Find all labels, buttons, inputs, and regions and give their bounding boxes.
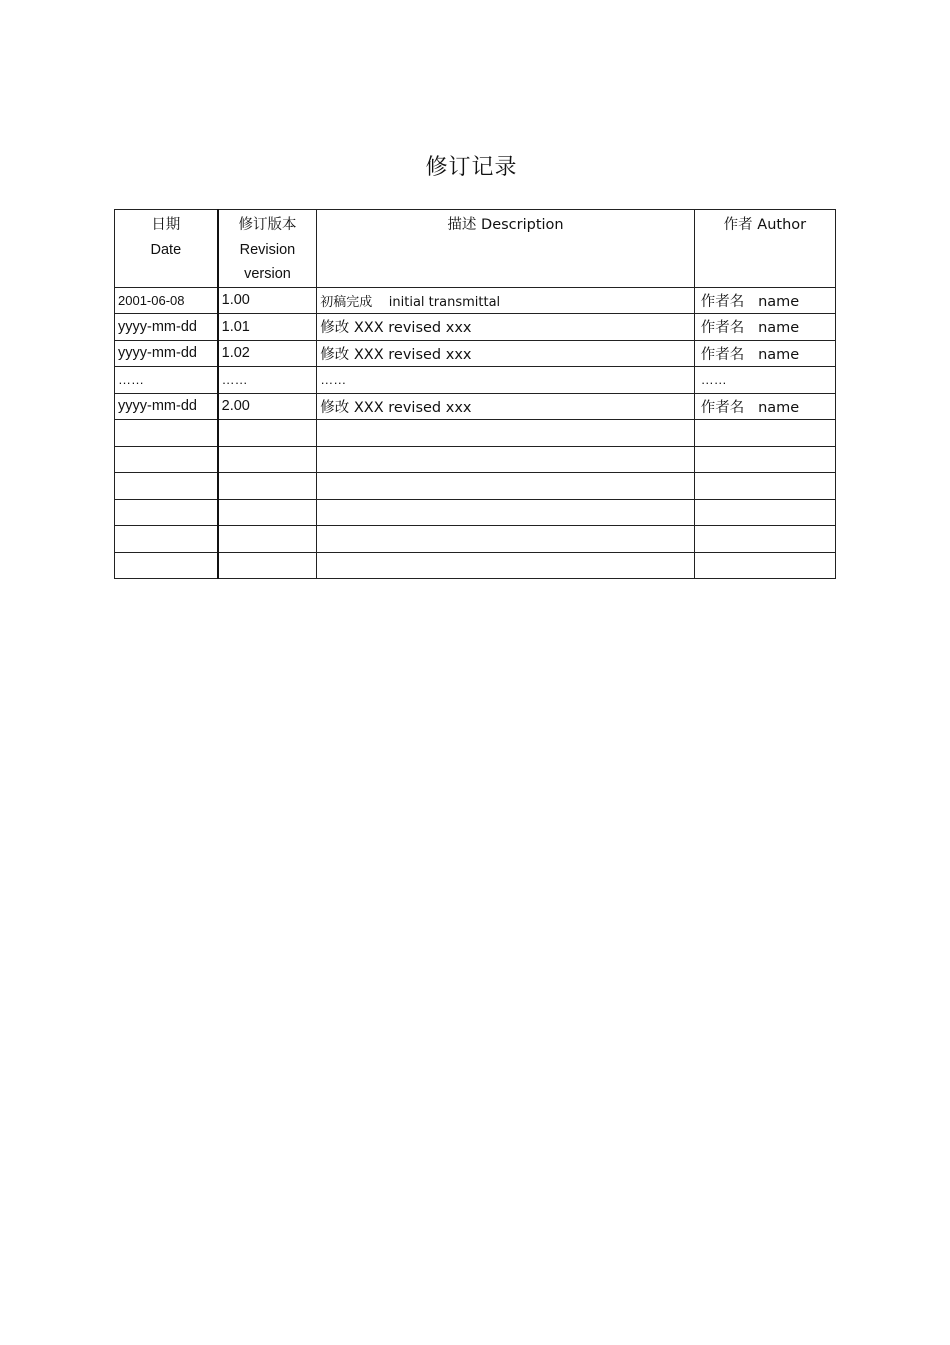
table-row bbox=[115, 552, 836, 579]
cell-author: 作者名 name bbox=[694, 340, 835, 367]
cell-author bbox=[694, 552, 835, 579]
cell-date: …… bbox=[115, 367, 218, 394]
cell-date bbox=[115, 499, 218, 526]
cell-date bbox=[115, 420, 218, 447]
cell-version bbox=[218, 552, 317, 579]
cell-description: 初稿完成 initial transmittal bbox=[317, 287, 695, 314]
cell-version: 2.00 bbox=[218, 393, 317, 420]
revision-history-table bbox=[114, 209, 836, 579]
cell-version bbox=[218, 473, 317, 500]
cell-description: 修改 XXX revised xxx bbox=[317, 393, 695, 420]
cell-version bbox=[218, 526, 317, 553]
cell-author: 作者名 name bbox=[694, 393, 835, 420]
table-row bbox=[115, 526, 836, 553]
cell-author bbox=[694, 499, 835, 526]
header-author bbox=[694, 210, 835, 288]
header-description-label: 描述 Description bbox=[447, 217, 564, 233]
cell-date bbox=[115, 552, 218, 579]
header-version-en-1: Revision bbox=[239, 241, 296, 258]
cell-version bbox=[218, 446, 317, 473]
table-row bbox=[115, 287, 836, 314]
header-date-en: Date bbox=[150, 241, 182, 258]
cell-date: yyyy-mm-dd bbox=[115, 393, 218, 420]
header-version-en-2: version bbox=[244, 266, 291, 282]
cell-version: 1.00 bbox=[218, 287, 317, 314]
cell-author bbox=[694, 420, 835, 447]
header-version-zh: 修订版本 bbox=[238, 217, 297, 233]
cell-author bbox=[694, 473, 835, 500]
table-row bbox=[115, 499, 836, 526]
cell-description bbox=[317, 526, 695, 553]
header-date-zh: 日期 bbox=[151, 217, 181, 233]
cell-description bbox=[317, 499, 695, 526]
header-version bbox=[218, 210, 317, 288]
cell-date: yyyy-mm-dd bbox=[115, 314, 218, 341]
cell-version bbox=[218, 420, 317, 447]
cell-author: 作者名 name bbox=[694, 314, 835, 341]
cell-version bbox=[218, 499, 317, 526]
table-row bbox=[115, 340, 836, 367]
cell-description bbox=[317, 420, 695, 447]
cell-author bbox=[694, 446, 835, 473]
page-title: 修订记录 bbox=[425, 155, 518, 180]
cell-author bbox=[694, 526, 835, 553]
cell-author: 作者名 name bbox=[694, 287, 835, 314]
cell-description: …… bbox=[317, 367, 695, 394]
table-row bbox=[115, 420, 836, 447]
header-author-label: 作者 Author bbox=[723, 217, 807, 233]
cell-description: 修改 XXX revised xxx bbox=[317, 340, 695, 367]
cell-version: 1.01 bbox=[218, 314, 317, 341]
cell-date bbox=[115, 446, 218, 473]
table-row bbox=[115, 446, 836, 473]
cell-date bbox=[115, 473, 218, 500]
cell-date bbox=[115, 526, 218, 553]
cell-date: yyyy-mm-dd bbox=[115, 340, 218, 367]
cell-version: 1.02 bbox=[218, 340, 317, 367]
cell-description: 修改 XXX revised xxx bbox=[317, 314, 695, 341]
table-row bbox=[115, 393, 836, 420]
cell-date: 2001-06-08 bbox=[115, 287, 218, 314]
cell-description bbox=[317, 446, 695, 473]
cell-version: …… bbox=[218, 367, 317, 394]
table-row bbox=[115, 473, 836, 500]
cell-description bbox=[317, 552, 695, 579]
header-description bbox=[317, 210, 695, 288]
table-header-row bbox=[115, 210, 836, 288]
table-row bbox=[115, 314, 836, 341]
cell-author: …… bbox=[694, 367, 835, 394]
cell-description bbox=[317, 473, 695, 500]
table-row bbox=[115, 367, 836, 394]
header-date bbox=[115, 210, 218, 288]
